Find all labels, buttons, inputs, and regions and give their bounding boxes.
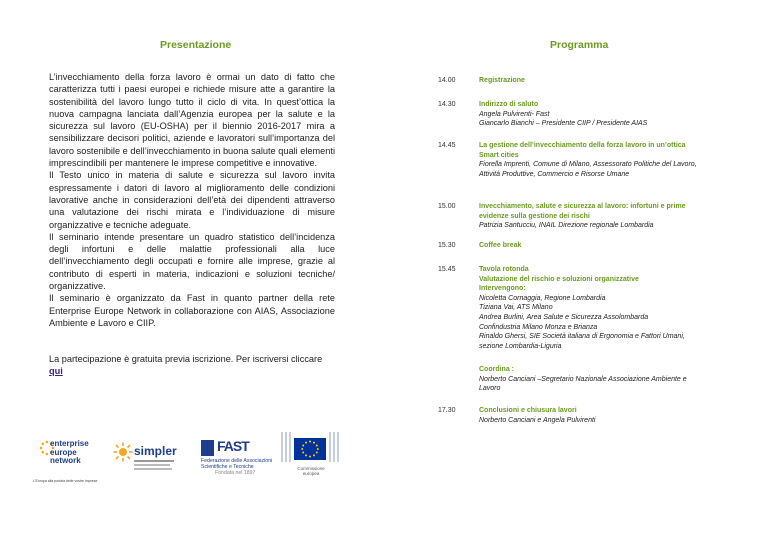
programma-title: Coffee break bbox=[479, 242, 522, 249]
registration-note bbox=[49, 353, 335, 378]
programma-title: Registrazione bbox=[479, 77, 525, 84]
fast-caption: Federazione delle Associazioni Scientifiche e Tecniche Fondata nel 1897 bbox=[201, 458, 273, 476]
een-tagline: L’Europa alla portata delle vostre imprese bbox=[33, 479, 98, 483]
ec-logo bbox=[280, 430, 360, 486]
fast-emblem-icon bbox=[201, 440, 214, 456]
programma-speaker: Norberto Canciani –Segretario Nazionale Associazione Ambiente e Lavoro bbox=[479, 375, 687, 393]
programma-speaker: Fiorella Imprenti, Comune di Milano, Assessorato Politiche del Lavoro, Attività Produttive, Commercio e Risorse Umane bbox=[479, 161, 697, 178]
programma-time: 15.30 bbox=[438, 242, 456, 249]
een-logo bbox=[33, 434, 103, 486]
programma-time: 14.45 bbox=[438, 142, 456, 149]
programma-speaker: Rinaldo Ghersi, SIE Società italiana di Ergonomia e Fattori Umani, sezione Lombardia-Liguria bbox=[479, 333, 685, 350]
programma-heading: Programma bbox=[550, 39, 609, 51]
programma-title: Tavola rotonda Valutazione del rischio e soluzioni organizzative Intervengono: bbox=[479, 266, 639, 293]
intro-paragraph: Il seminario intende presentare un quadro statistico dell’incidenza degli infortuni e delle malattie professionali alla luce dell’invecchiamento degli occupati e fornire alle imprese, grazie al contributo di esperti in materia, indicazioni e soluzioni tecniche/ organizzative. bbox=[49, 231, 335, 292]
registration-link[interactable]: qui bbox=[49, 366, 63, 377]
programma-title: Indirizzo di saluto bbox=[479, 101, 539, 108]
programma-title: La gestione dell’invecchiamento della forza lavoro in un’ottica Smart cities bbox=[479, 142, 686, 159]
programma-speaker: Giancarlo Bianchi – Presidente CIIP / Presidente AIAS bbox=[479, 120, 648, 128]
programma-time: 15.00 bbox=[438, 203, 456, 210]
simpler-caption-line bbox=[134, 464, 170, 466]
programma-speaker: Patrizia Santucciu, INAIL Direzione regionale Lombardia bbox=[479, 222, 654, 230]
programma-title: Invecchiamento, salute e sicurezza al lavoro: infortuni e prime evidenze sulla gestione dei rischi bbox=[479, 203, 686, 220]
simpler-wordmark: simpler bbox=[134, 444, 177, 458]
simpler-caption-line bbox=[134, 468, 172, 470]
simpler-sun-icon bbox=[113, 442, 133, 462]
ec-caption: Commissione europea bbox=[297, 466, 325, 476]
programma-speaker: Angela Pulvirenti- Fast bbox=[479, 110, 550, 118]
simpler-logo bbox=[113, 442, 183, 482]
simpler-caption-line bbox=[134, 460, 174, 462]
een-wordmark: enterprise europe network bbox=[50, 439, 89, 465]
programma-speaker: Nicoletta Cornaggia, Regione Lombardia bbox=[479, 294, 606, 302]
programma-title: Conclusioni e chiusura lavori bbox=[479, 407, 577, 414]
registration-text: La partecipazione è gratuita previa iscrizione. Per iscriversi cliccare bbox=[49, 354, 323, 364]
programma-time: 17.30 bbox=[438, 407, 456, 414]
programma-time: 15.45 bbox=[438, 266, 456, 273]
partner-logos bbox=[33, 430, 363, 490]
programma-title: Coordina : bbox=[479, 366, 514, 373]
intro-paragraph: L’invecchiamento della forza lavoro è ormai un dato di fatto che caratterizza tutti i paesi europei e richiede misure atte a garantire la sostenibilità del lavoro lungo tutto il ciclo di vita. In quest’ottica la nuova campagna lanciata dall’Agenzia europea per la salute e la sicurezza sul lavoro (EU-OSHA) per il biennio 2016-2017 mira a sensibilizzare decisori politici, aziende e lavoratori sull’importanza del lavoro sostenibile e dell’invecchiamento in buona salute quali elementi imprescindibili per mantenere le imprese competitive e innovative. bbox=[49, 72, 335, 169]
programma-speaker: Confindustria Milano Monza e Brianza bbox=[479, 323, 598, 331]
programma-speaker: Andrea Burlini, Area Salute e Sicurezza Assolombarda bbox=[479, 313, 649, 321]
programma-time: 14.30 bbox=[438, 101, 456, 108]
fast-mark: FAST bbox=[217, 438, 249, 454]
presentazione-text bbox=[49, 71, 335, 329]
programma-column bbox=[438, 0, 738, 543]
programma-speaker: Tiziana Vai, ATS Milano bbox=[479, 304, 553, 312]
ec-building-icon bbox=[280, 430, 340, 464]
presentazione-heading: Presentazione bbox=[160, 39, 232, 51]
intro-paragraph: Il Testo unico in materia di salute e sicurezza sul lavoro invita espressamente i datori di lavoro al miglioramento delle condizioni lavorative anche in considerazioni dell’età dei dipendenti attraverso una valutazione dei rischi mirata e l’individuazione di misure organizzative e tecniche adeguate. bbox=[49, 170, 335, 230]
programma-speaker: Norberto Canciani e Angela Pulvirenti bbox=[479, 416, 596, 424]
intro-paragraph: Il seminario è organizzato da Fast in quanto partner della rete Enterprise Europe Network in collaborazione con AIAS, Associazione Ambiente e Lavoro e CIIP. bbox=[49, 293, 335, 328]
programma-time: 14.00 bbox=[438, 77, 456, 84]
fast-logo bbox=[201, 440, 281, 480]
